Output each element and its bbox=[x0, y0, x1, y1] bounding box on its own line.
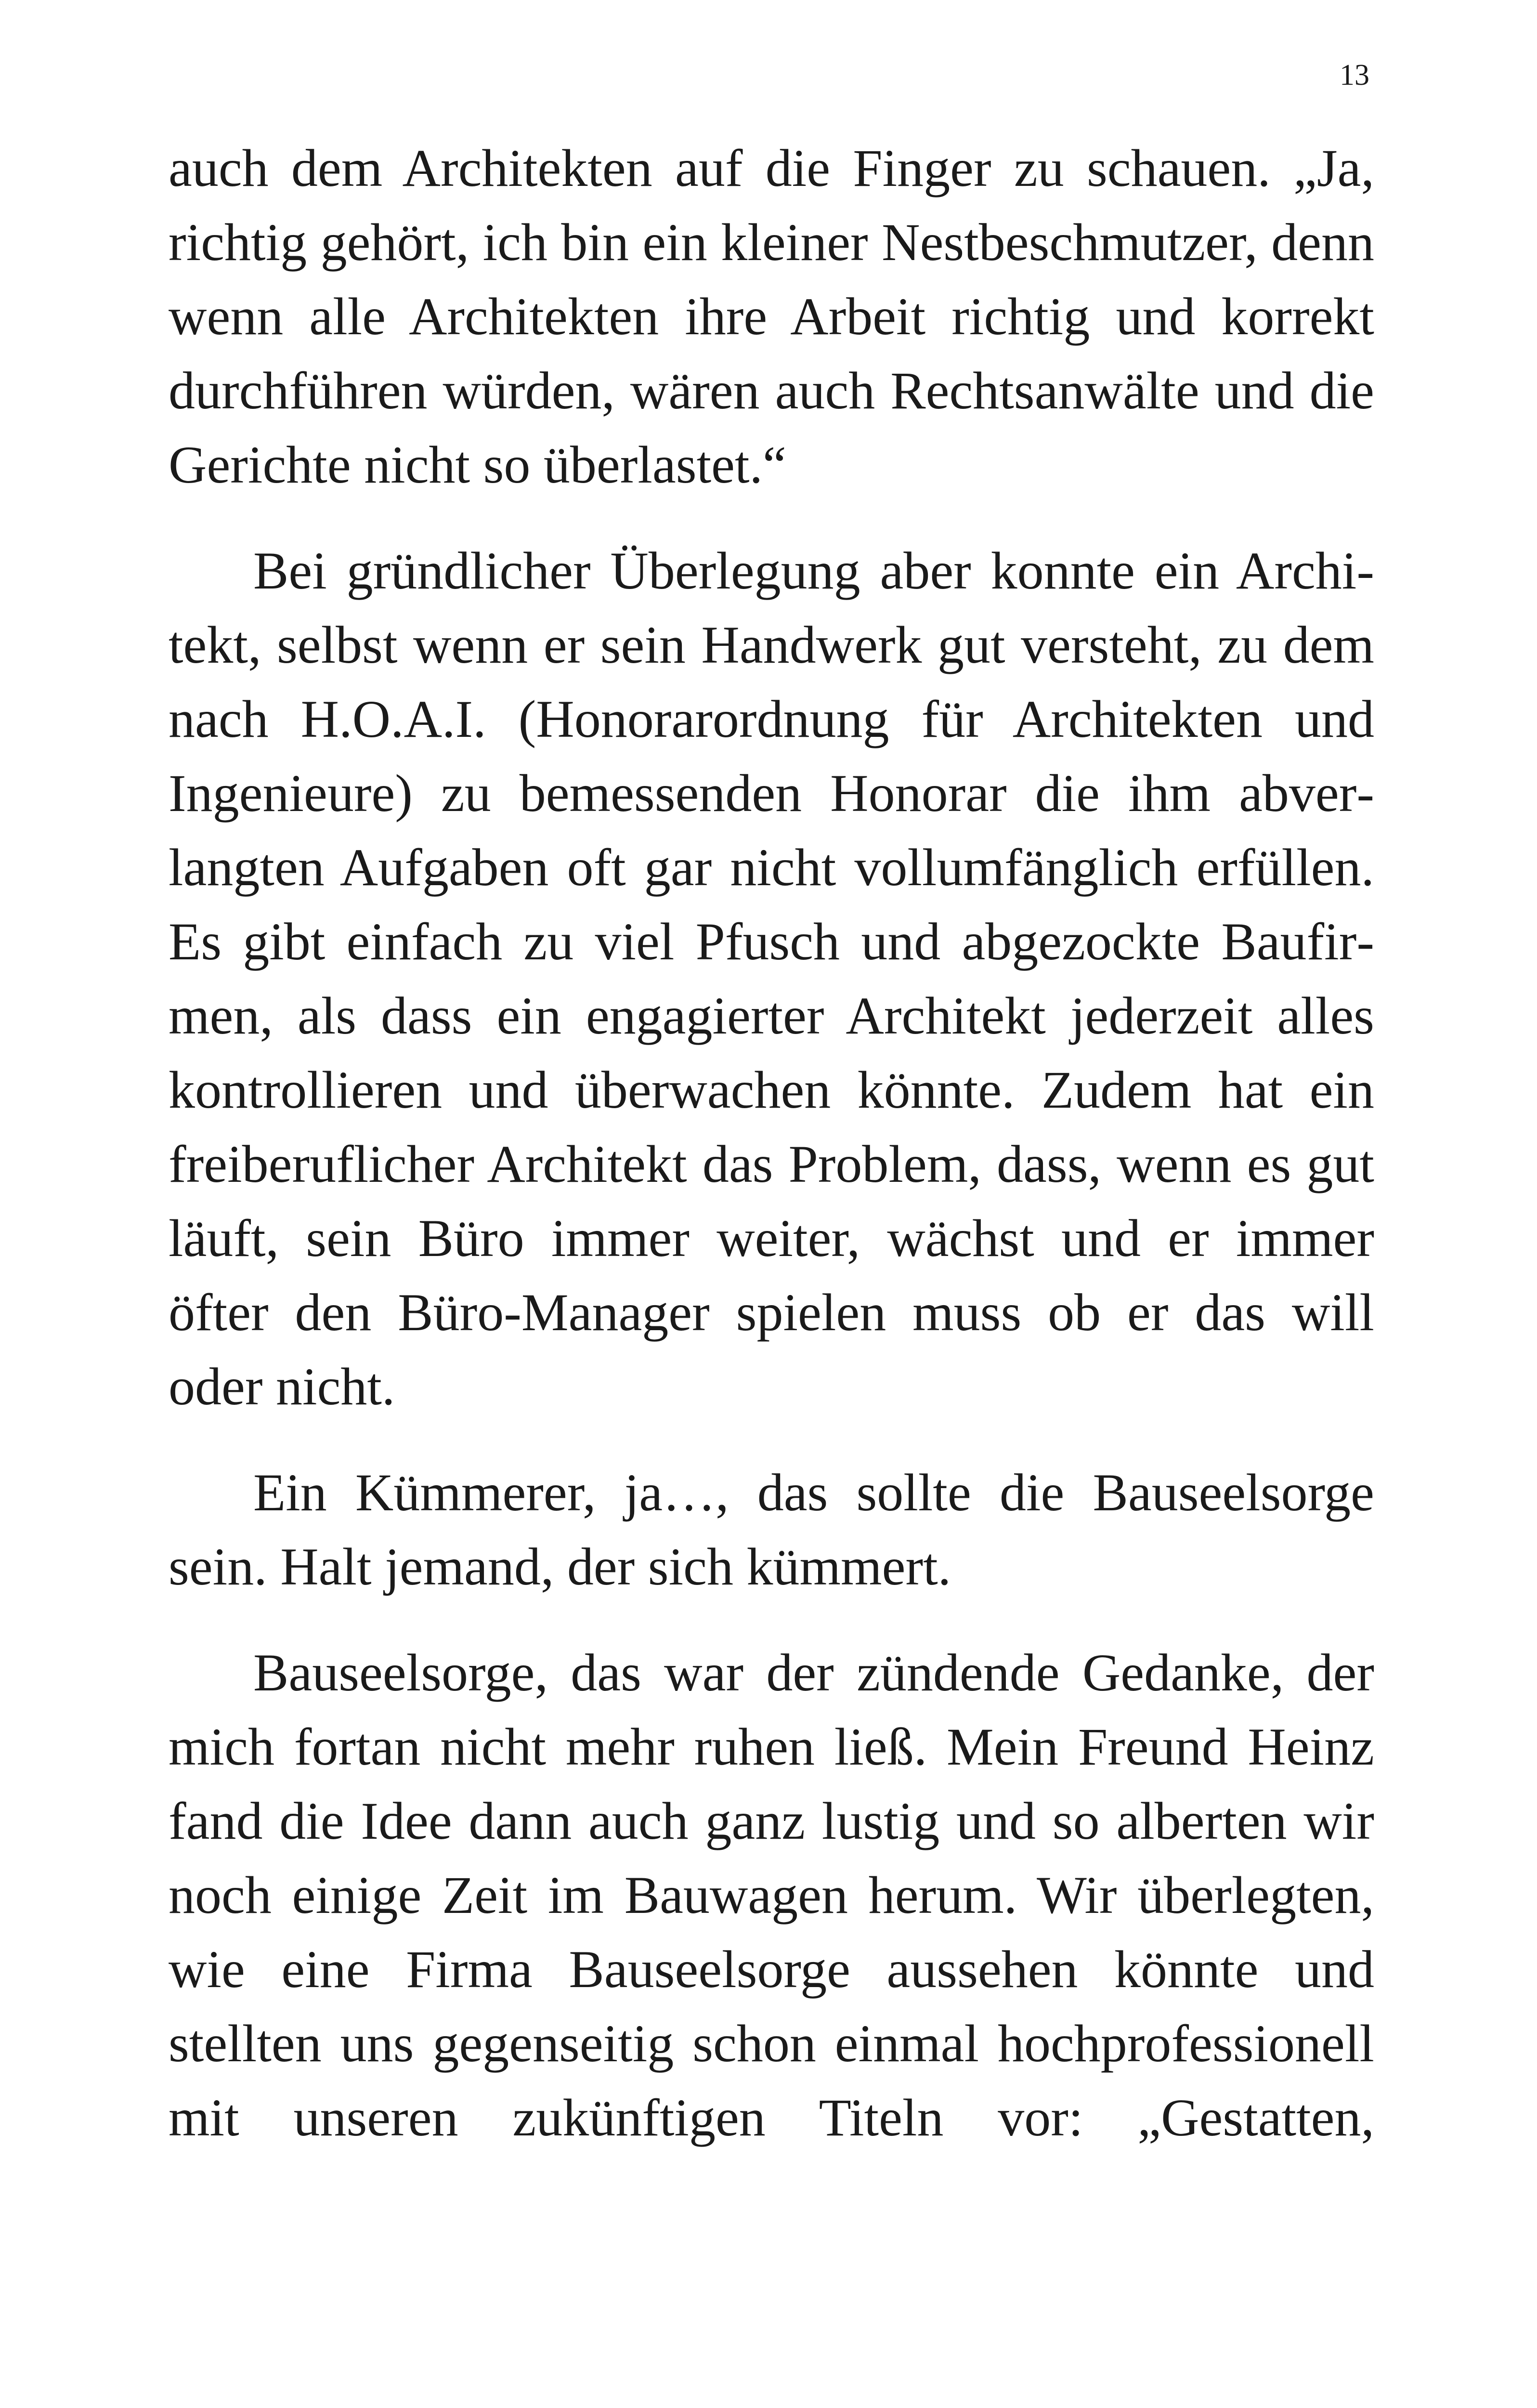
page-number: 13 bbox=[1340, 59, 1369, 92]
paragraph-3: Ein Kümmerer, ja…, das sollte die Bauseelsorge sein. Halt jemand, der sich kümmert. bbox=[169, 1463, 1374, 1596]
paragraph-2: Bei gründlicher Überlegung aber konnte ein Architekt, selbst wenn er sein Handwerk gut versteht, zu dem nach H.O.A.I. (Honorarordnung für Architekten und Ingenieure) zu bemessenden Honorar die ihm abverlangten Aufgaben oft gar nicht vollumfänglich erfüllen. Es gibt einfach zu viel Pfusch und abgezockte Baufirmen, als dass ein engagierter Architekt jederzeit alles kontrollieren und überwachen könnte. Zudem hat ein freiberuflicher Architekt das Problem, dass, wenn es gut läuft, sein Büro immer weiter, wächst und er immer öfter den Büro-Manager spielen muss ob er das will oder nicht. bbox=[169, 541, 1374, 1416]
paragraph-1: auch dem Architekten auf die Finger zu schauen. „Ja, richtig gehört, ich bin ein kleiner Nestbeschmutzer, denn wenn alle Architekten ihre Arbeit richtig und korrekt durchführen würden, wären auch Rechtsanwälte und die Gerichte nicht so überlastet.“ bbox=[169, 139, 1374, 494]
paragraph-4: Bauseelsorge, das war der zündende Gedanke, der mich fortan nicht mehr ruhen ließ. Mein Freund Heinz fand die Idee dann auch ganz lustig und so alberten wir noch einige Zeit im Bauwagen herum. Wir überlegten, wie eine Firma Bauseelsorge aussehen könnte und stellten uns gegenseitig schon einmal hochprofessionell mit unseren zukünftigen Titeln vor: „Gestatten, bbox=[169, 1643, 1374, 2147]
body-text bbox=[169, 131, 1374, 2155]
